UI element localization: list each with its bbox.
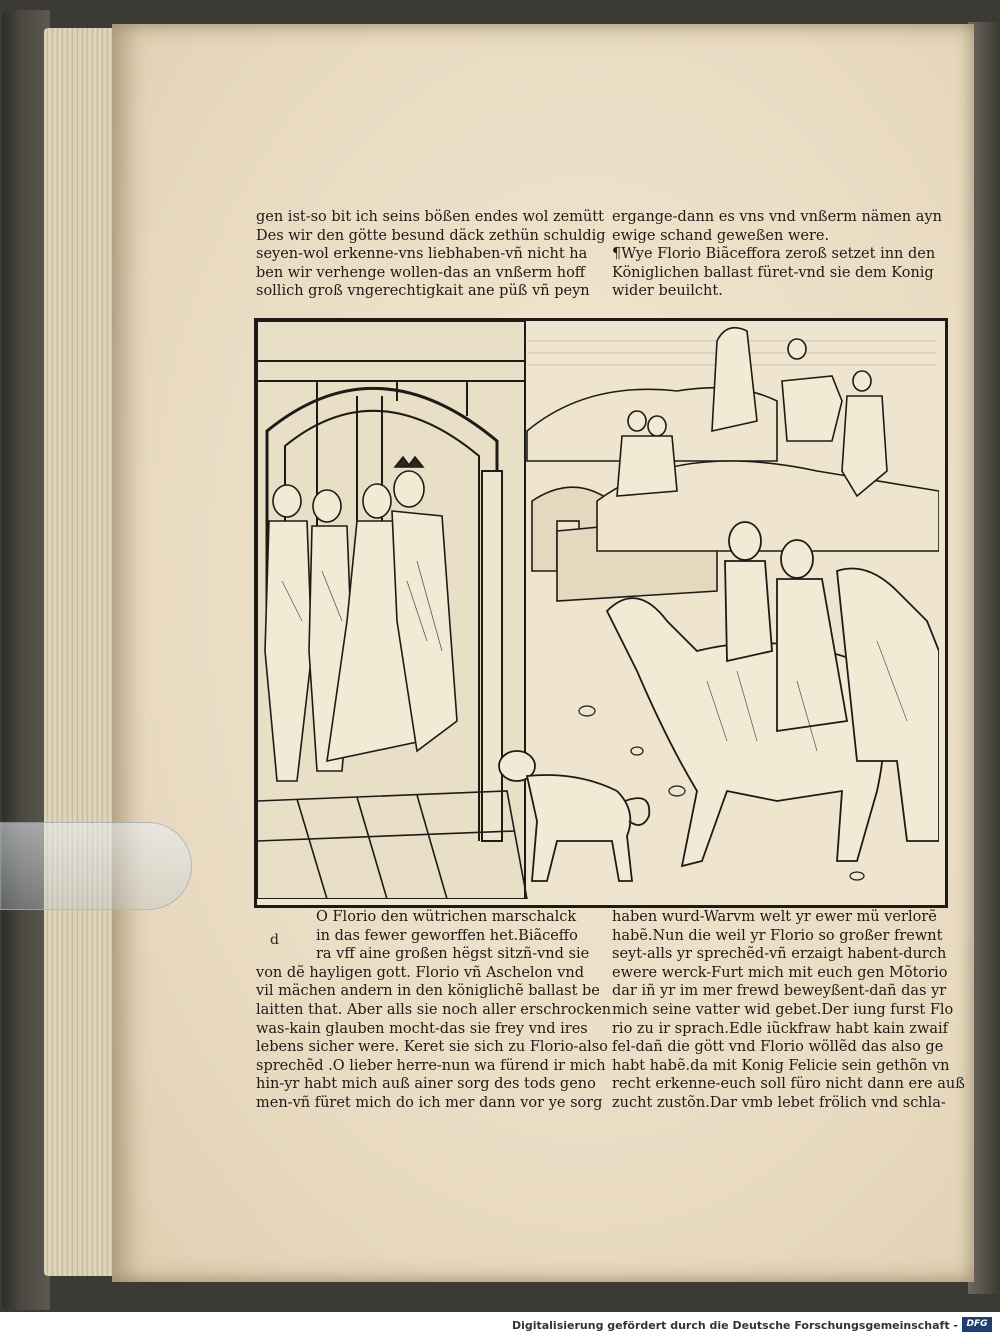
text-line: hin-yr habt mich auß ainer sorg des tods geno xyxy=(256,1076,596,1093)
woodcut-drawing xyxy=(257,321,939,899)
text-line: von dẽ hayligen gott. Florio vñ Aschelon vnd xyxy=(256,964,585,981)
left-book-cover xyxy=(2,10,50,1310)
text-line: sollich groß vngerechtigkait ane püß vñ peyn xyxy=(256,283,590,300)
text-line: lebens sicher were. Keret sie sich zu Florio-also xyxy=(256,1039,608,1056)
text-line: in das fewer geworffen het.Biãceffo xyxy=(316,927,578,944)
text-line: seyt-alls yr sprechẽd-vñ erzaigt habent-durch xyxy=(612,946,947,963)
text-column-bottom-right xyxy=(612,908,965,1113)
text-line: ergange-dann es vns vnd vnßerm nämen ayn xyxy=(612,209,942,225)
text-line: O Florio den wütrichen marschalck xyxy=(316,909,577,925)
text-line: ben wir verhenge wollen-das an vnßerm hoff xyxy=(256,264,586,281)
text-column-bottom-left xyxy=(256,908,612,1113)
text-line: seyen-wol erkenne-vns liebhaben-vñ nicht ha xyxy=(256,246,588,263)
footer-credit: Digitalisierung gefördert durch die Deutsche Forschungsgemeinschaft - xyxy=(511,1319,958,1332)
text-line: habẽ.Nun die weil yr Florio so großer frewnt xyxy=(612,927,943,944)
chapter-heading-line: ¶Wye Florio Biãceffora zeroß setzet inn den xyxy=(612,246,936,263)
text-line: vil mächen andern in den königlichẽ ballast be xyxy=(256,983,600,1000)
woodcut-illustration xyxy=(254,318,948,908)
dfg-logo: DFG xyxy=(962,1317,992,1332)
text-line: was-kain glauben mocht-das sie frey vnd ires xyxy=(256,1020,588,1037)
text-line: sprechẽd .O lieber herre-nun wa fürend ir mich xyxy=(256,1057,606,1074)
plastic-page-clip xyxy=(0,822,192,910)
text-line: ra vff aine großen hëgst sitzñ-vnd sie xyxy=(316,946,590,963)
initial-letter-guide: d xyxy=(270,932,279,948)
chapter-heading-line: wider beuilcht. xyxy=(612,283,723,300)
text-line: men-vñ füret mich do ich mer dann vor ye sorg xyxy=(256,1094,603,1111)
text-line: recht erkenne-euch soll füro nicht dann ere auß xyxy=(612,1076,965,1093)
text-line: zucht zustõn.Dar vmb lebet frölich vnd schla- xyxy=(612,1094,946,1111)
chapter-heading-line: Königlichen ballast füret-vnd sie dem Konig xyxy=(612,264,934,281)
text-line: Des wir den götte besund däck zethün schuldig xyxy=(256,227,606,244)
text-column-top-right xyxy=(612,208,952,301)
text-line: rio zu ir sprach.Edle iũckfraw habt kain zwaif xyxy=(612,1020,948,1037)
text-line: ewere werck-Furt mich mit euch gen Mõtorio xyxy=(612,964,948,981)
text-column-top-left xyxy=(256,208,606,301)
text-line: dar iñ yr im mer frewd beweyßent-dañ das yr xyxy=(612,983,947,1000)
text-line: gen ist-so bit ich seins bößen endes wol zemütt xyxy=(256,209,604,225)
footer-bar xyxy=(0,1312,1000,1338)
page-edges-stack xyxy=(44,28,118,1276)
text-line: habt habẽ.da mit Konig Felicie sein gethõn vn xyxy=(612,1057,950,1074)
text-line: mich seine vatter wid gebet.Der iung furst Flo xyxy=(612,1001,954,1018)
text-line: haben wurd-Warvm welt yr ewer mü verlorẽ xyxy=(612,909,937,925)
text-line: fel-dañ die gött vnd Florio wöllẽd das also ge xyxy=(612,1039,944,1056)
text-line: laitten that. Aber alls sie noch aller erschrocken xyxy=(256,1001,612,1018)
text-line: ewige schand geweßen were. xyxy=(612,227,830,244)
